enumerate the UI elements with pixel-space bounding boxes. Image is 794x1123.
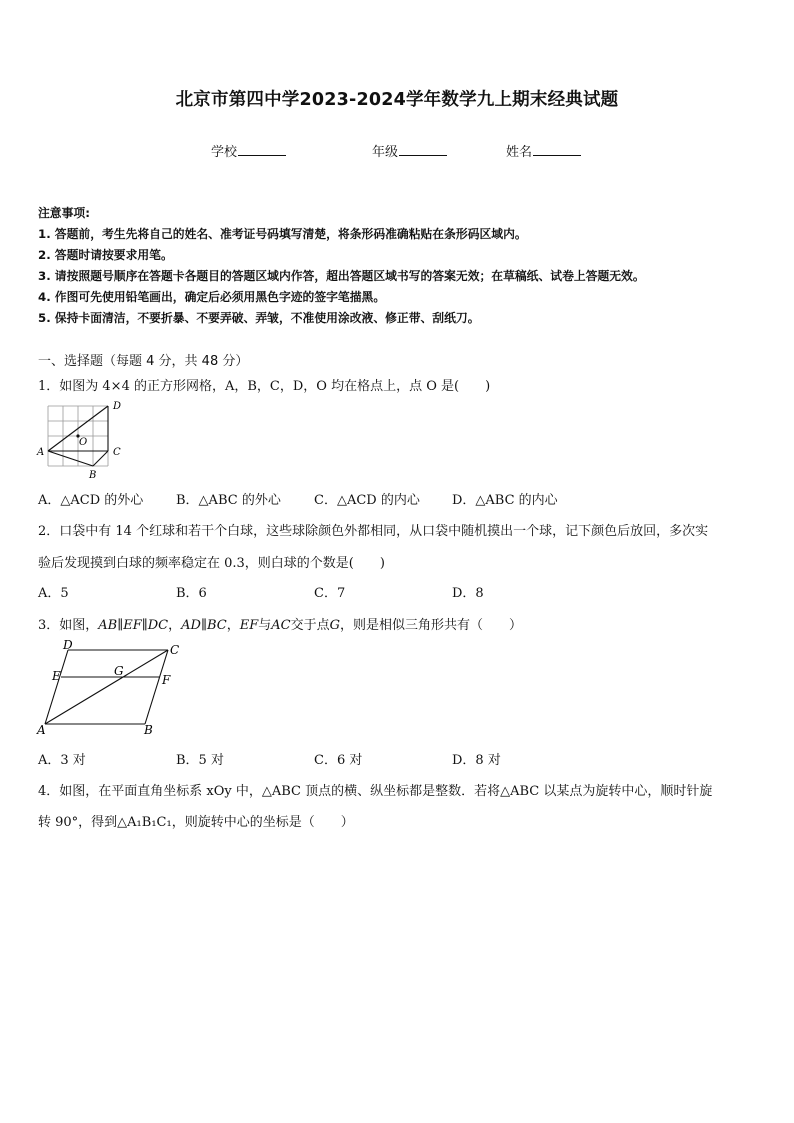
q1-option-a[interactable]: A．△ACD 的外心 <box>38 493 144 508</box>
q3-cond2: AD∥BC <box>181 618 227 633</box>
school-blank[interactable] <box>238 142 286 156</box>
q1-label-o: O <box>79 437 88 448</box>
q3-cond4: AC <box>271 618 291 633</box>
q3-cond3: EF <box>239 618 259 633</box>
q2-option-d[interactable]: D．8 <box>452 586 484 601</box>
page-title: 北京市第四中学2023-2024学年数学九上期末经典试题 <box>175 90 619 110</box>
q3-parallelogram-figure <box>34 640 194 740</box>
question-1-stem: 1．如图为 4×4 的正方形网格，A，B，C，D，O 均在格点上，点 O 是( ) <box>38 379 491 394</box>
q1-label-a: A <box>37 447 45 458</box>
notice-item: 1. 答题前，考生先将自己的姓名、准考证号码填写清楚，将条形码准确粘贴在条形码区域内。 <box>38 227 527 241</box>
q1-option-d[interactable]: D．△ABC 的内心 <box>452 493 558 508</box>
question-2-line1: 2．口袋中有 14 个红球和若干个白球，这些球除颜色外都相同，从口袋中随机摸出一个球，记下颜色后放回，多次实 <box>38 524 709 539</box>
q3-sep1: ， <box>168 618 182 633</box>
q3-option-c[interactable]: C．6 对 <box>314 753 363 768</box>
q3-point: G <box>329 618 340 633</box>
q1-label-d: D <box>113 401 122 412</box>
question-2-line2: 验后发现摸到白球的频率稳定在 0.3，则白球的个数是( ) <box>38 556 385 571</box>
q3-sep2: ， <box>226 618 240 633</box>
name-field <box>506 141 581 160</box>
grade-blank[interactable] <box>399 142 447 156</box>
q2-option-b[interactable]: B．6 <box>176 586 207 601</box>
q3-label-a: A <box>37 723 46 737</box>
q1-grid-figure <box>34 398 134 482</box>
q3-label-d: D <box>63 640 73 652</box>
question-4-line2: 转 90°，得到△A₁B₁C₁，则旋转中心的坐标是（ ） <box>38 815 354 830</box>
grade-label: 年级 <box>372 145 399 160</box>
q3-mid: 与 <box>258 618 272 633</box>
q3-option-b[interactable]: B．5 对 <box>176 753 224 768</box>
q3-cond1: AB∥EF∥DC <box>98 618 169 633</box>
question-4-line1: 4．如图，在平面直角坐标系 xOy 中，△ABC 顶点的横、纵坐标都是整数．若将△ABC 以某点为旋转中心，顺时针旋 <box>38 784 713 799</box>
q1-option-b[interactable]: B．△ABC 的外心 <box>176 493 281 508</box>
q3-option-d[interactable]: D．8 对 <box>452 753 501 768</box>
grade-field <box>372 141 447 160</box>
notice-item: 3. 请按照题号顺序在答题卡各题目的答题区域内作答，超出答题区域书写的答案无效；在草稿纸、试卷上答题无效。 <box>38 269 645 283</box>
q1-option-c[interactable]: C．△ACD 的内心 <box>314 493 420 508</box>
q1-label-c: C <box>113 447 121 458</box>
q2-option-a[interactable]: A．5 <box>38 586 69 601</box>
notice-item: 2. 答题时请按要求用笔。 <box>38 248 173 262</box>
q3-option-a[interactable]: A．3 对 <box>38 753 86 768</box>
q1-label-b: B <box>89 470 97 481</box>
q3-label-f: F <box>162 673 171 687</box>
section-heading: 一、选择题（每题 4 分，共 48 分） <box>38 354 249 369</box>
notice-heading: 注意事项: <box>38 206 90 220</box>
q3-label-b: B <box>144 723 153 737</box>
name-label: 姓名 <box>506 145 533 160</box>
q3-label-e: E <box>52 669 61 683</box>
name-blank[interactable] <box>533 142 581 156</box>
q3-suffix: ，则是相似三角形共有（ ） <box>340 618 523 633</box>
q2-option-c[interactable]: C．7 <box>314 586 346 601</box>
notice-item: 5. 保持卡面清洁，不要折暴、不要弄破、弄皱，不准使用涂改液、修正带、刮纸刀。 <box>38 311 480 325</box>
school-label: 学校 <box>211 145 238 160</box>
notice-item: 4. 作图可先使用铅笔画出，确定后必须用黑色字迹的签字笔描黑。 <box>38 290 386 304</box>
question-3-stem <box>38 614 522 633</box>
school-field <box>211 141 286 160</box>
q3-prefix: 3．如图， <box>38 618 99 633</box>
q3-label-g: G <box>114 664 124 678</box>
q3-label-c: C <box>170 643 180 657</box>
q3-mid2: 交于点 <box>290 618 330 633</box>
